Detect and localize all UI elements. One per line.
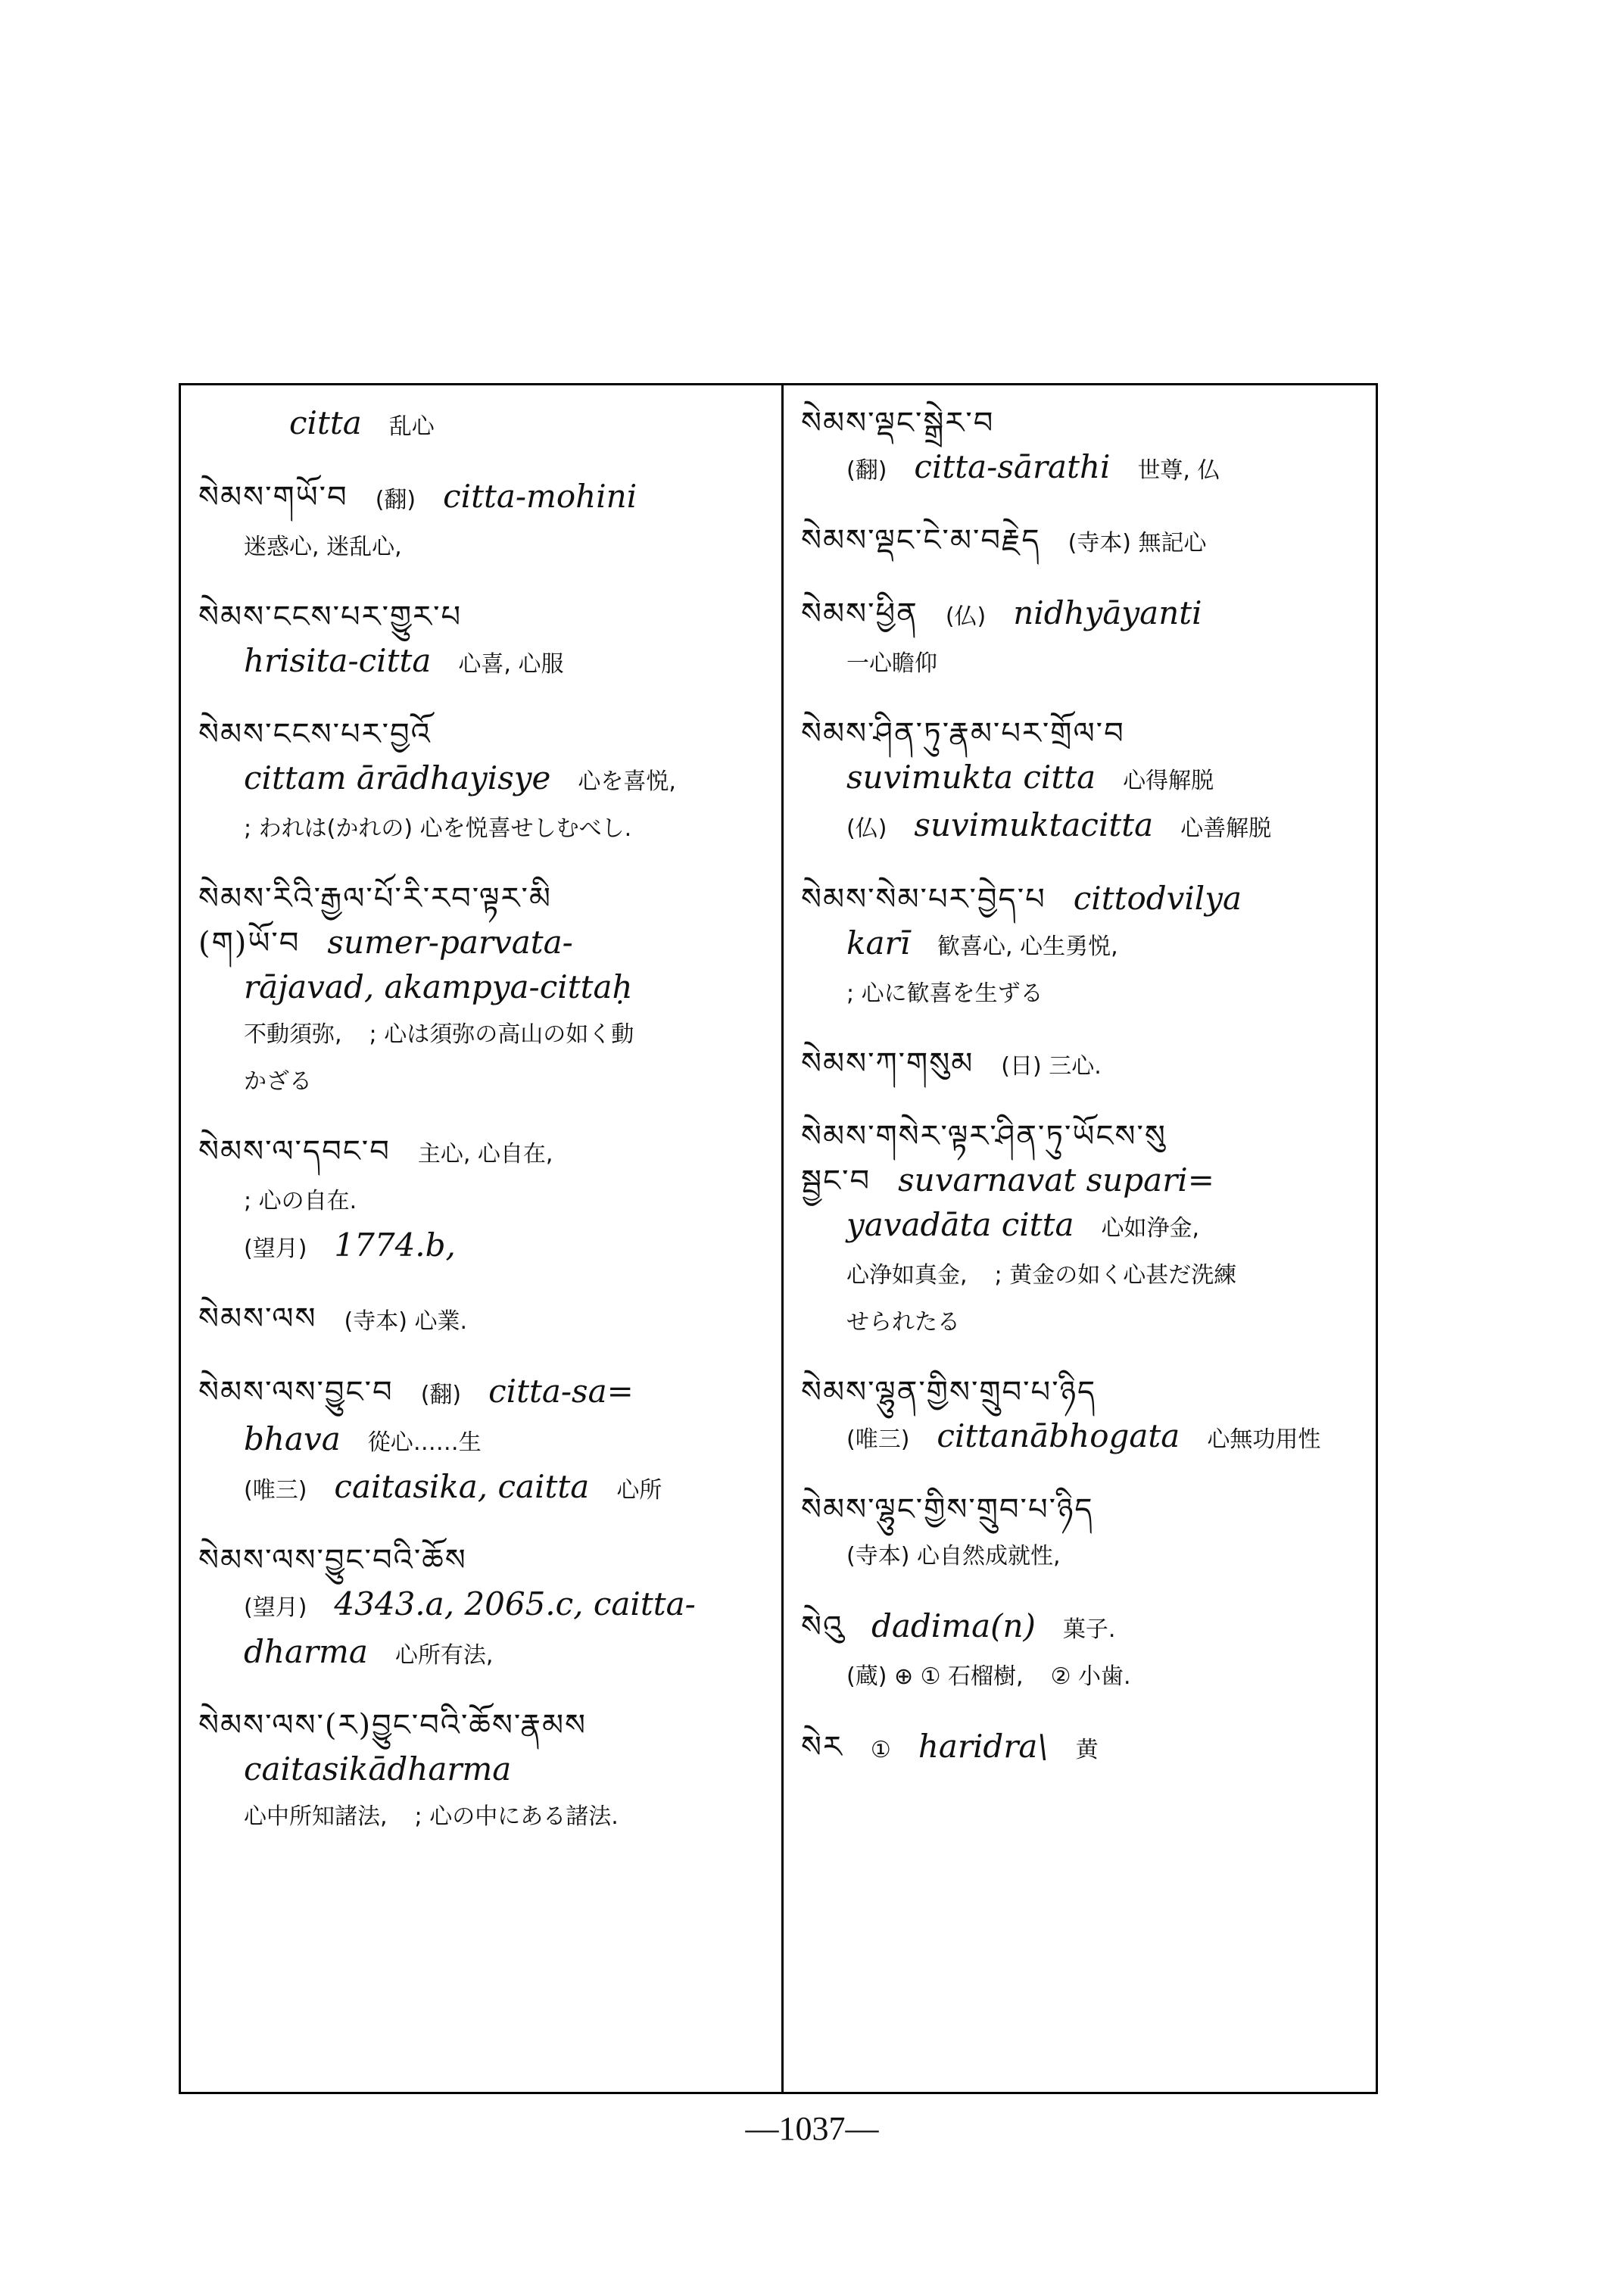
right-column [801, 401, 1370, 1798]
japanese-gloss: 不動須弥, [244, 1021, 342, 1048]
entry-line [198, 475, 774, 522]
entry-line [198, 1130, 774, 1177]
tibetan-headword: སེམས་ལྡང་སྒྲེར་བ [801, 406, 995, 441]
dictionary-entry [198, 1703, 774, 1839]
tibetan-headword: སེམས་ལྷུང་གྱིས་གྲུབ་པ་ཉིད [801, 1492, 1094, 1527]
dictionary-entry [198, 1297, 774, 1344]
japanese-gloss: 心善解脱 [1180, 815, 1272, 842]
japanese-gloss: 世尊, 仏 [1137, 457, 1220, 484]
sanskrit-term: dharma [244, 1633, 368, 1670]
column-divider [781, 383, 784, 2094]
japanese-gloss: (翻) [375, 487, 416, 513]
japanese-gloss: 心無功用性 [1207, 1426, 1321, 1453]
entry-line [198, 1630, 774, 1678]
sanskrit-term: cittodvilya [1073, 880, 1242, 917]
japanese-gloss: (日) 三心. [1001, 1053, 1102, 1080]
entry-line [198, 1792, 774, 1839]
sanskrit-term: citta [289, 404, 362, 441]
japanese-gloss: 一心瞻仰 [846, 650, 937, 677]
sanskrit-term: nidhyāyanti [1013, 594, 1202, 631]
dictionary-entry [801, 401, 1370, 493]
entry-line [801, 1203, 1370, 1251]
sanskrit-term: rājavad, akampya-cittaḥ [244, 968, 633, 1005]
dictionary-entry [198, 595, 774, 687]
sanskrit-term: 4343.a, 2065.c, caitta- [334, 1585, 696, 1622]
tibetan-headword: སེམས་ཀ་གསུམ [801, 1046, 974, 1081]
dictionary-entry [801, 591, 1370, 686]
entry-line [801, 519, 1370, 566]
entry-line [198, 921, 774, 965]
japanese-gloss: 迷惑心, 迷乱心, [244, 534, 402, 560]
entry-line [801, 639, 1370, 686]
japanese-gloss: ; 黄金の如く心甚だ洗練 [994, 1262, 1237, 1289]
tibetan-headword: སེམས་རིའི་རྒྱལ་པོ་རི་རབ་ལྟར་མི [198, 881, 552, 916]
dictionary-entry [801, 1042, 1370, 1089]
tibetan-headword: སེམས་ལ་དབང་བ [198, 1134, 391, 1169]
sanskrit-term: bhava [244, 1420, 341, 1457]
sanskrit-term: hrisita-citta [244, 642, 432, 679]
sanskrit-term: sumer-parvata- [327, 924, 573, 961]
sanskrit-term: karī [846, 924, 910, 962]
japanese-gloss: (翻) [420, 1382, 462, 1408]
entry-line [198, 522, 774, 569]
entry-line [801, 401, 1370, 445]
entry-line [198, 756, 774, 804]
entry-line [801, 921, 1370, 969]
dictionary-entry [198, 1130, 774, 1271]
japanese-gloss: (望月) [244, 1236, 307, 1262]
japanese-gloss: (寺本) 心業. [344, 1308, 468, 1335]
entry-line [198, 712, 774, 756]
dictionary-entry [801, 1370, 1370, 1462]
japanese-gloss: かざる [244, 1068, 312, 1095]
entry-line [801, 445, 1370, 493]
sanskrit-term: dadima(n) [871, 1607, 1036, 1644]
entry-line [198, 1370, 774, 1417]
tibetan-headword: སེམས་གཡོ་བ [198, 480, 348, 515]
entry-line [801, 1114, 1370, 1158]
japanese-gloss: 心浄如真金, [846, 1262, 968, 1289]
sanskrit-term: suvimukta citta [846, 759, 1096, 796]
japanese-gloss: ; われは(かれの) 心を悦喜せしむべし. [244, 815, 632, 842]
japanese-gloss: ① [870, 1737, 891, 1763]
entry-line [198, 401, 774, 449]
japanese-gloss: (望月) [244, 1594, 307, 1621]
entry-line [198, 1747, 774, 1792]
tibetan-headword: སེམས་ལས [198, 1301, 317, 1336]
entry-line [801, 803, 1370, 851]
japanese-gloss: 心所有法, [394, 1642, 494, 1669]
japanese-gloss: (寺本) 心自然成就性, [846, 1543, 1061, 1569]
japanese-gloss: ; 心は須弥の高山の如く動 [369, 1021, 634, 1048]
entry-line [801, 1532, 1370, 1579]
entry-line [198, 804, 774, 851]
tibetan-headword: སེམས་གསེར་ལྟར་ཤིན་ཏུ་ཡོངས་སུ [801, 1119, 1167, 1154]
tibetan-headword: སེའུ [801, 1610, 844, 1644]
entry-line [801, 591, 1370, 639]
entry-line [801, 1158, 1370, 1203]
dictionary-entry [801, 877, 1370, 1016]
tibetan-headword: སེམས་ཕྱིན [801, 597, 918, 631]
dictionary-entry [801, 1488, 1370, 1579]
entry-line [801, 712, 1370, 756]
entry-line [801, 1370, 1370, 1414]
dictionary-entry [801, 1725, 1370, 1772]
entry-line [801, 1251, 1370, 1298]
tibetan-headword: སེམས་ངངས་པར་བྱའོ [198, 717, 432, 752]
sanskrit-term: citta-sa= [488, 1373, 634, 1410]
japanese-gloss: 黄 [1075, 1737, 1099, 1763]
japanese-gloss: (蔵) ⊕ ① 石榴樹, [846, 1663, 1024, 1690]
japanese-gloss: 菓子. [1062, 1616, 1116, 1643]
entry-line [198, 965, 774, 1010]
entry-line [198, 1177, 774, 1223]
dictionary-entry [198, 1370, 774, 1513]
entry-line [198, 1297, 774, 1344]
sanskrit-term: caitasika, caitta [334, 1468, 590, 1505]
entry-line [198, 639, 774, 687]
dictionary-entry [801, 1114, 1370, 1345]
japanese-gloss: (寺本) 無記心 [1068, 530, 1207, 556]
entry-line [198, 1465, 774, 1513]
japanese-gloss: (仏) [945, 603, 987, 630]
tibetan-headword: སེམས་ལས་བྱུང་བའི་ཆོས [198, 1543, 467, 1578]
dictionary-entry [198, 401, 774, 449]
left-column [198, 401, 774, 1865]
entry-line [801, 1042, 1370, 1089]
japanese-gloss: ; 心の中にある諸法. [414, 1803, 619, 1830]
tibetan-headword: (ག)ཡོ་བ [198, 926, 301, 961]
sanskrit-term: cittanābhogata [937, 1417, 1180, 1454]
japanese-gloss: 心如浄金, [1101, 1215, 1200, 1242]
japanese-gloss: せられたる [846, 1309, 960, 1336]
sanskrit-term: suvimuktacitta [914, 806, 1154, 843]
dictionary-entry [198, 1538, 774, 1678]
japanese-gloss: 心中所知諸法, [244, 1803, 388, 1830]
tibetan-headword: སེར [801, 1730, 843, 1765]
dictionary-entry [801, 1604, 1370, 1699]
entry-line [198, 595, 774, 639]
dictionary-entry [198, 475, 774, 569]
tibetan-headword: སེམས་སེམ་པར་བྱེད་པ [801, 882, 1046, 917]
japanese-gloss: (唯三) [846, 1426, 910, 1453]
japanese-gloss: ; 心に歓喜を生ずる [846, 980, 1043, 1007]
entry-line [198, 1010, 774, 1057]
sanskrit-term: 1774.b, [334, 1226, 456, 1264]
japanese-gloss: (唯三) [244, 1477, 307, 1504]
sanskrit-term: suvarnavat supari= [898, 1161, 1214, 1198]
entry-line [198, 1417, 774, 1465]
tibetan-headword: སེམས་ཤིན་ཏུ་རྣམ་པར་གྲོལ་བ [801, 716, 1125, 751]
japanese-gloss: (翻) [846, 457, 887, 484]
entry-line [801, 877, 1370, 921]
entry-line [801, 1488, 1370, 1532]
japanese-gloss: 從心……生 [367, 1429, 482, 1456]
entry-line [801, 969, 1370, 1016]
entry-line [801, 756, 1370, 803]
tibetan-headword: སེམས་ངངས་པར་གྱུར་པ [198, 600, 463, 634]
japanese-gloss: 歓喜心, 心生勇悦, [937, 933, 1118, 960]
entry-line [198, 1538, 774, 1582]
sanskrit-term: cittam ārādhayisye [244, 759, 551, 796]
entry-line [801, 1414, 1370, 1462]
japanese-gloss: 乱心 [388, 413, 435, 440]
tibetan-headword: སེམས་ལས་བྱུང་བ [198, 1375, 394, 1410]
entry-line [801, 1652, 1370, 1699]
japanese-gloss: 心を喜悦, [578, 768, 676, 795]
dictionary-entry [198, 877, 774, 1104]
japanese-gloss: ② 小歯. [1050, 1663, 1131, 1690]
sanskrit-term: haridra\ [918, 1728, 1049, 1765]
entry-line [801, 1725, 1370, 1772]
sanskrit-term: citta-mohini [443, 478, 637, 515]
entry-line [198, 1223, 774, 1271]
japanese-gloss: 主心, 心自在, [417, 1141, 553, 1167]
japanese-gloss: ; 心の自在. [244, 1188, 357, 1214]
page-number: —1037— [745, 2110, 879, 2147]
entry-line [801, 1604, 1370, 1652]
tibetan-headword: སེམས་ལྷུན་གྱིས་གྲུབ་པ་ཉིད [801, 1375, 1097, 1410]
tibetan-headword: སེམས་ལས་(ར)བྱུང་བའི་ཆོས་རྣམས [198, 1708, 588, 1743]
tibetan-headword: སེམས་ལྡང་ངེ་མ་བརྗེད [801, 523, 1041, 558]
sanskrit-term: caitasikādharma [244, 1750, 512, 1788]
dictionary-entry [198, 712, 774, 851]
japanese-gloss: (仏) [846, 815, 887, 842]
entry-line [198, 1703, 774, 1747]
tibetan-headword: སྦྱང་བ [801, 1164, 871, 1198]
dictionary-entry [801, 519, 1370, 566]
entry-line [801, 1298, 1370, 1345]
entry-line [198, 1582, 774, 1630]
japanese-gloss: 心喜, 心服 [458, 651, 564, 678]
japanese-gloss: 心所 [616, 1477, 662, 1504]
dictionary-entry [801, 712, 1370, 851]
sanskrit-term: yavadāta citta [846, 1206, 1074, 1243]
entry-line [198, 877, 774, 921]
entry-line [198, 1057, 774, 1104]
sanskrit-term: citta-sārathi [914, 448, 1111, 485]
japanese-gloss: 心得解脱 [1123, 768, 1214, 794]
